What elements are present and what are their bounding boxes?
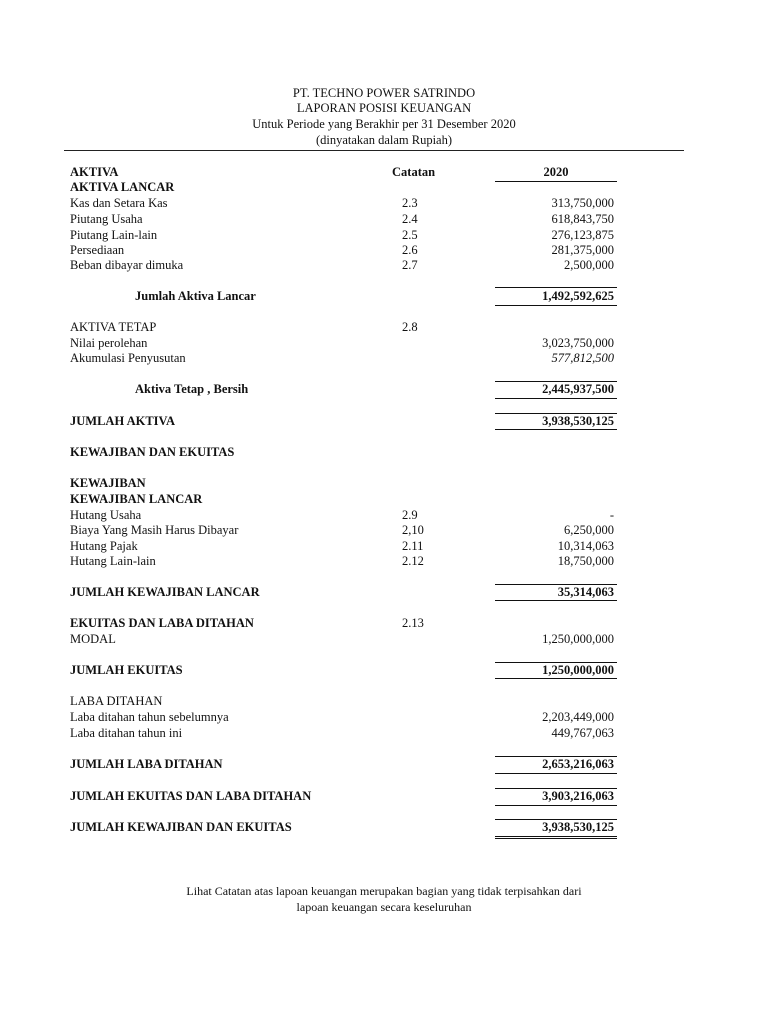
grand-total-double-rule <box>495 838 617 839</box>
row-amount: 618,843,750 <box>551 212 614 226</box>
subtotal-top-rule <box>495 788 617 789</box>
row-note: 2.5 <box>402 228 418 242</box>
subtotal-top-rule <box>495 381 617 382</box>
row-amount: 3,938,530,125 <box>542 820 614 834</box>
table-row <box>0 694 768 709</box>
row-label: Laba ditahan tahun ini <box>70 726 183 740</box>
table-row <box>0 616 768 631</box>
subtotal-bottom-rule <box>495 429 617 430</box>
row-amount: 2,500,000 <box>564 258 614 272</box>
row-label: Piutang Lain-lain <box>70 228 158 242</box>
row-note: 2.6 <box>402 243 418 257</box>
table-row <box>0 632 768 647</box>
row-label: Beban dibayar dimuka <box>70 258 184 272</box>
row-amount: 18,750,000 <box>557 554 614 568</box>
row-label: Hutang Lain-lain <box>70 554 156 568</box>
table-row <box>0 336 768 351</box>
row-amount: 577,812,500 <box>551 351 614 365</box>
row-amount: 2,445,937,500 <box>542 382 614 396</box>
table-row <box>0 710 768 725</box>
column-label-year: 2020 <box>543 165 569 179</box>
subtotal-top-rule <box>495 756 617 757</box>
table-row <box>0 228 768 243</box>
footer-line-2: lapoan keuangan secara keseluruhan <box>296 900 472 914</box>
row-note: 2.7 <box>402 258 418 272</box>
subtotal-bottom-rule <box>495 678 617 679</box>
subtotal-bottom-rule <box>495 805 617 806</box>
table-row <box>0 445 768 460</box>
row-label: Persediaan <box>70 243 125 257</box>
row-label: AKTIVA TETAP <box>70 320 157 334</box>
subtotal-top-rule <box>495 584 617 585</box>
subtotal-bottom-rule <box>495 398 617 399</box>
row-label: KEWAJIBAN <box>70 476 146 490</box>
table-row <box>0 820 768 835</box>
row-amount: 313,750,000 <box>551 196 614 210</box>
subtotal-top-rule <box>495 819 617 820</box>
row-amount: 2,203,449,000 <box>542 710 614 724</box>
statement-period: Untuk Periode yang Berakhir per 31 Desember 2020 <box>252 117 516 131</box>
currency-unit: (dinyatakan dalam Rupiah) <box>315 133 453 147</box>
table-row <box>0 789 768 804</box>
table-row <box>0 258 768 273</box>
row-note: 2.12 <box>402 554 424 568</box>
row-amount: 3,903,216,063 <box>542 789 614 803</box>
table-row <box>0 492 768 507</box>
footer-line-1: Lihat Catatan atas lapoan keuangan merupakan bagian yang tidak terpisahkan dari <box>186 884 582 898</box>
row-label: Laba ditahan tahun sebelumnya <box>70 710 229 724</box>
row-label: Hutang Usaha <box>70 508 142 522</box>
subtotal-bottom-rule <box>495 836 617 837</box>
column-label-aktiva: AKTIVA <box>70 165 119 179</box>
row-note: 2.8 <box>402 320 418 334</box>
subtotal-top-rule <box>495 662 617 663</box>
row-label: Akumulasi Penyusutan <box>70 351 186 365</box>
row-label: Kas dan Setara Kas <box>70 196 168 210</box>
row-label: JUMLAH KEWAJIBAN LANCAR <box>70 585 260 599</box>
row-amount: 3,023,750,000 <box>542 336 614 350</box>
row-label: JUMLAH KEWAJIBAN DAN EKUITAS <box>70 820 292 834</box>
table-row <box>0 320 768 335</box>
row-amount: - <box>609 508 614 522</box>
subtotal-top-rule <box>495 287 617 288</box>
table-row <box>0 180 768 195</box>
row-note: 2.11 <box>402 539 424 553</box>
table-row <box>0 351 768 366</box>
table-row <box>0 212 768 227</box>
row-note: 2.13 <box>402 616 424 630</box>
row-amount: 6,250,000 <box>564 523 614 537</box>
row-note: 2.9 <box>402 508 418 522</box>
row-label: Hutang Pajak <box>70 539 138 553</box>
column-headers <box>0 165 768 180</box>
row-label: EKUITAS DAN LABA DITAHAN <box>70 616 254 630</box>
table-row <box>0 243 768 258</box>
row-amount: 3,938,530,125 <box>542 414 614 428</box>
row-amount: 1,250,000,000 <box>542 632 614 646</box>
row-label: Biaya Yang Masih Harus Dibayar <box>70 523 239 537</box>
row-amount: 2,653,216,063 <box>542 757 614 771</box>
statement-title: LAPORAN POSISI KEUANGAN <box>296 101 472 115</box>
row-label: JUMLAH AKTIVA <box>70 414 175 428</box>
table-row <box>0 382 768 397</box>
row-note: 2,10 <box>402 523 424 537</box>
subtotal-bottom-rule <box>495 600 617 601</box>
row-amount: 276,123,875 <box>551 228 614 242</box>
company-name: PT. TECHNO POWER SATRINDO <box>292 86 476 100</box>
table-row <box>0 523 768 538</box>
row-label: LABA DITAHAN <box>70 694 163 708</box>
table-row <box>0 663 768 678</box>
footer-note <box>0 883 768 915</box>
row-amount: 281,375,000 <box>551 243 614 257</box>
row-label: KEWAJIBAN LANCAR <box>70 492 203 506</box>
row-amount: 1,250,000,000 <box>542 663 614 677</box>
table-row <box>0 539 768 554</box>
table-row <box>0 554 768 569</box>
table-row <box>0 726 768 741</box>
table-row <box>0 196 768 211</box>
table-row <box>0 585 768 600</box>
row-label: Jumlah Aktiva Lancar <box>135 289 256 303</box>
row-label: MODAL <box>70 632 116 646</box>
row-label: JUMLAH EKUITAS <box>70 663 183 677</box>
row-label: Piutang Usaha <box>70 212 143 226</box>
row-label: Aktiva Tetap , Bersih <box>135 382 249 396</box>
row-label: JUMLAH EKUITAS DAN LABA DITAHAN <box>70 789 312 803</box>
row-amount: 449,767,063 <box>551 726 614 740</box>
row-label: Nilai perolehan <box>70 336 148 350</box>
row-amount: 10,314,063 <box>557 539 614 553</box>
row-amount: 35,314,063 <box>557 585 614 599</box>
table-row <box>0 757 768 772</box>
row-label: JUMLAH LABA DITAHAN <box>70 757 223 771</box>
row-note: 2.4 <box>402 212 418 226</box>
row-label: AKTIVA LANCAR <box>70 180 175 194</box>
row-note: 2.3 <box>402 196 418 210</box>
table-row <box>0 289 768 304</box>
subtotal-bottom-rule <box>495 305 617 306</box>
subtotal-bottom-rule <box>495 773 617 774</box>
table-row <box>0 476 768 491</box>
table-row <box>0 508 768 523</box>
header-divider <box>64 150 684 151</box>
row-label: KEWAJIBAN DAN EKUITAS <box>70 445 235 459</box>
row-amount: 1,492,592,625 <box>542 289 614 303</box>
column-label-catatan: Catatan <box>392 165 436 179</box>
subtotal-top-rule <box>495 413 617 414</box>
table-row <box>0 414 768 429</box>
